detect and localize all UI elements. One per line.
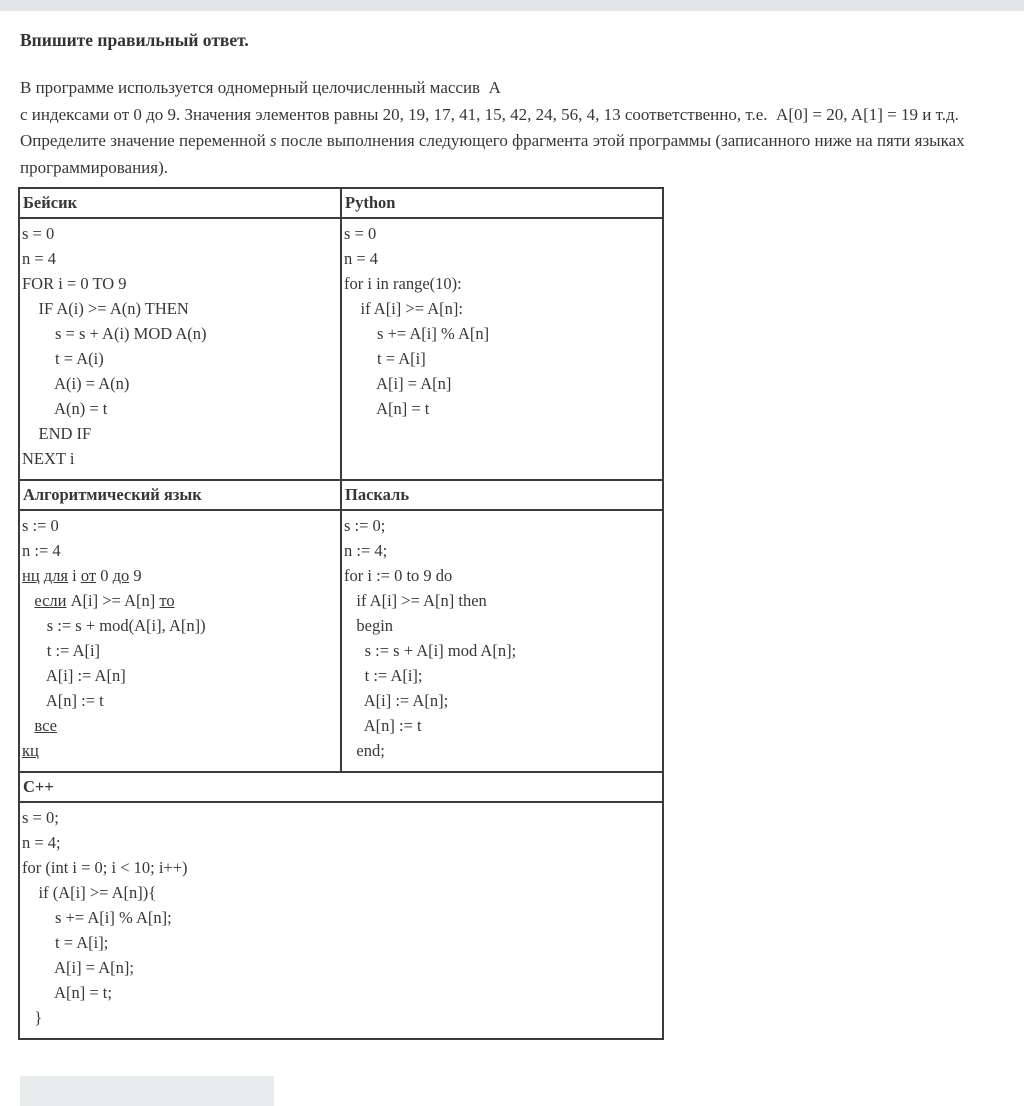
top-divider-bar [0,0,1024,11]
variable-s: s [270,131,277,150]
code-table [18,187,664,1040]
table-row [19,218,663,480]
header-python: Python [341,188,663,218]
header-cpp: C++ [19,772,663,802]
page-title: Впишите правильный ответ. [20,30,249,50]
table-row [19,480,663,510]
code-pascal: s := 0; n := 4; for i := 0 to 9 do if A[i] >= A[n] then begin s := s + A[i] mod A[n]; t := A[i]; A[i] := A[n]; A[n] := t end; [341,510,663,772]
answer-input[interactable] [20,1076,274,1106]
table-row [19,510,663,772]
statement-line1: В программе используется одномерный целочисленный массив А [20,78,501,97]
code-python: s = 0 n = 4 for i in range(10): if A[i] >= A[n]: s += A[i] % A[n] t = A[i] A[i] = A[n] A[n] = t [341,218,663,480]
header-basic: Бейсик [19,188,341,218]
table-row [19,188,663,218]
table-row [19,772,663,802]
header-pascal: Паскаль [341,480,663,510]
statement-tail: после выполнения следующего фрагмента этой программы (записанного ниже на пяти языках программирования). [20,131,969,177]
code-cpp: s = 0; n = 4; for (int i = 0; i < 10; i++) if (A[i] >= A[n]){ s += A[i] % A[n]; t = A[i]; A[i] = A[n]; A[n] = t; } [19,802,663,1039]
code-basic: s = 0 n = 4 FOR i = 0 TO 9 IF A(i) >= A(n) THEN s = s + A(i) MOD A(n) t = A(i) A(i) = A(n) A(n) = t END IF NEXT i [19,218,341,480]
statement-body: с индексами от 0 до 9. Значения элементов равны 20, 19, 17, 41, 15, 42, 24, 56, 4, 13 соответственно, т.е. A[0] = 20, A[1] = 19 и т.д. Определите значение переменной [20,104,964,150]
code-algo: s := 0 n := 4 нц для i от 0 до 9 если A[i] >= A[n] то s := s + mod(A[i], A[n]) t := A[i] A[i] := A[n] A[n] := t все кц [19,510,341,772]
task-content [0,11,1024,1106]
header-algo: Алгоритмический язык [19,480,341,510]
problem-statement [20,75,1014,181]
table-row [19,802,663,1039]
